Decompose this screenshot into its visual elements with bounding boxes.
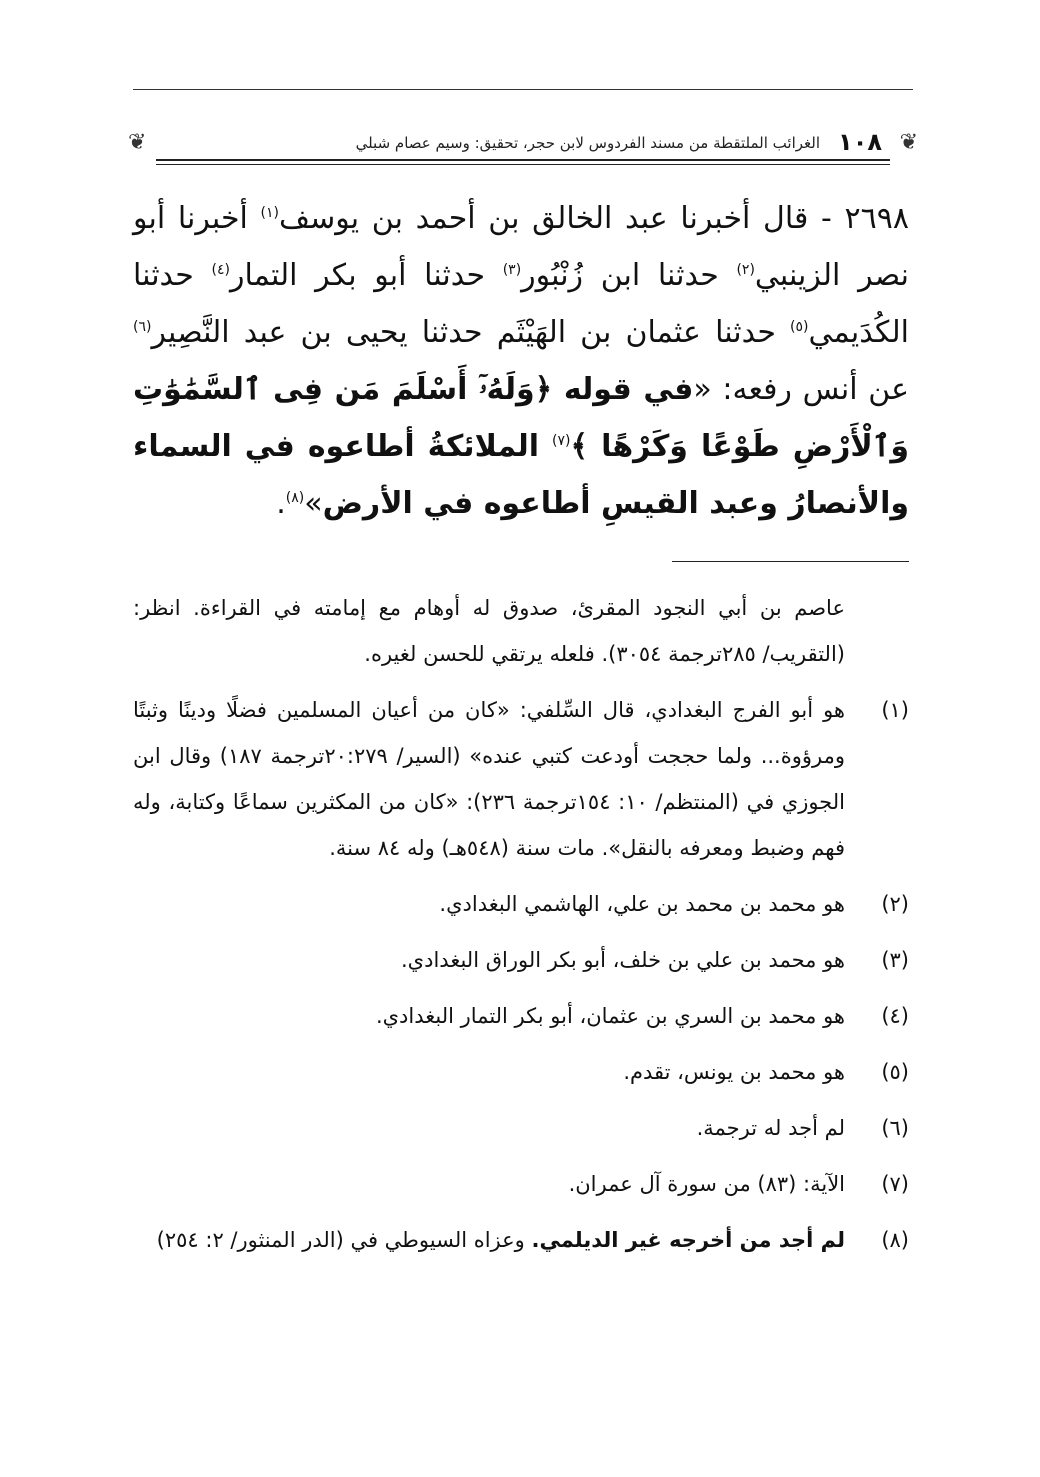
footnote-text: هو أبو الفرج البغدادي، قال السِّلفي: «كان من أعيان المسلمين فضلًا ودينًا وثبتًا ومرؤوة... ولما حججت أودعت كتبي عنده» (السير/ ٢٠:٢٧٩ترجمة ١٨٧) وقال ابن الجوزي في (المنتظم/ ١٠: ١٥٤ترجمة ٢٣٦): «كان من المكثرين سماعًا وكتابة، وله فهم وضبط ومعرفه بالنقل». مات سنة (٥٤٨هـ) وله ٨٤ سنة. bbox=[133, 698, 845, 860]
top-rule bbox=[133, 89, 913, 90]
footnote-number: (٣) bbox=[881, 948, 909, 972]
footnote-text bbox=[133, 1217, 909, 1263]
footnotes bbox=[133, 585, 909, 1273]
footnote-5 bbox=[133, 1049, 909, 1095]
footnote-ref-2[interactable]: (٢) bbox=[736, 262, 755, 278]
footnote-text: هو محمد بن محمد بن علي، الهاشمي البغدادي. bbox=[439, 892, 845, 916]
hadith-isnad-2: أخبرنا أبو نصر الزينبي bbox=[133, 201, 909, 293]
footnote-1 bbox=[133, 687, 909, 871]
footnote-number: (٧) bbox=[881, 1172, 909, 1196]
footnote-text: لم أجد له ترجمة. bbox=[696, 1116, 845, 1140]
footnote-text: عاصم بن أبي النجود المقرئ، صدوق له أوهام مع إمامته في القراءة. انظر: (التقريب/ ٢٨٥ترجمة ٣٠٥٤). فلعله يرتقي للحسن لغيره. bbox=[133, 596, 845, 666]
footnote-ref-1[interactable]: (١) bbox=[260, 205, 280, 221]
footnote-bold-text: لم أجد من أخرجه غير الديلمي. bbox=[531, 1228, 845, 1252]
hadith-matn-intro: عن أنس رفعه: « bbox=[693, 372, 909, 407]
hadith-matn-close: » bbox=[304, 486, 323, 521]
hadith-text bbox=[133, 190, 909, 532]
footnote-text: الآية: (٨٣) من سورة آل عمران. bbox=[568, 1172, 845, 1196]
footnote-number: (٤) bbox=[881, 1004, 909, 1028]
footnote-ref-7[interactable]: (٧) bbox=[552, 433, 571, 449]
footnote-ref-5[interactable]: (٥) bbox=[790, 319, 809, 335]
header-rule bbox=[156, 159, 890, 161]
header-rule-thin bbox=[156, 164, 890, 165]
footnote-2 bbox=[133, 881, 909, 927]
footnote-ref-8[interactable]: (٨) bbox=[285, 490, 305, 506]
footnote-text: هو محمد بن السري بن عثمان، أبو بكر التمار البغدادي. bbox=[375, 1004, 845, 1028]
running-header bbox=[128, 118, 918, 178]
footnote-number: (٨) bbox=[881, 1228, 909, 1252]
footnote-text: هو محمد بن علي بن خلف، أبو بكر الوراق البغدادي. bbox=[401, 948, 845, 972]
footnote-number: (٥) bbox=[881, 1060, 909, 1084]
quran-verse: في قوله ﴿وَلَهُۥٓ أَسْلَمَ مَن فِى ٱلسَّمَٰوَٰتِ وَٱلْأَرْضِ طَوْعًا وَكَرْهًا ﴾ bbox=[133, 372, 909, 464]
footnote-7 bbox=[133, 1161, 909, 1207]
hadith-isnad-4: حدثنا أبو بكر التمار bbox=[229, 258, 503, 293]
header-title: الغرائب الملتقطة من مسند الفردوس لابن حجر، تحقيق: وسيم عصام شبلي bbox=[355, 134, 820, 152]
hadith-isnad-start: ٢٦٩٨ - قال أخبرنا عبد الخالق بن أحمد بن يوسف bbox=[279, 201, 909, 236]
footnote-text: هو محمد بن يونس، تقدم. bbox=[623, 1060, 845, 1084]
footnote-4 bbox=[133, 993, 909, 1039]
footnote-ref-6[interactable]: (٦) bbox=[133, 319, 152, 335]
footnote-separator bbox=[672, 561, 909, 562]
footnote-6 bbox=[133, 1105, 909, 1151]
footnote-number: (٢) bbox=[881, 892, 909, 916]
hadith-isnad-6: حدثنا عثمان بن الهَيْثَم حدثنا يحيى بن عبد النَّصِير bbox=[151, 315, 791, 350]
header-ornament-left-icon: ❦ bbox=[128, 130, 147, 155]
hadith-isnad-5: حدثنا الكُدَيمي bbox=[133, 258, 909, 350]
footnote-plain-text: وعزاه السيوطي في (الدر المنثور/ ٢: ٢٥٤) bbox=[156, 1228, 532, 1252]
footnote-number: (١) bbox=[881, 698, 909, 722]
footnote-3 bbox=[133, 937, 909, 983]
footnote-ref-4[interactable]: (٤) bbox=[211, 262, 230, 278]
page-number: ١٠٨ bbox=[838, 128, 882, 156]
footnote-number: (٦) bbox=[881, 1116, 909, 1140]
footnote-ref-3[interactable]: (٣) bbox=[502, 262, 522, 278]
hadith-end-period: . bbox=[276, 486, 286, 521]
hadith-matn: الملائكةُ أطاعوه في السماء والأنصارُ وعبد القيسِ أطاعوه في الأرض bbox=[133, 429, 909, 521]
hadith-isnad-3: حدثنا ابن زُنْبُور bbox=[521, 258, 737, 293]
header-ornament-right-icon: ❦ bbox=[899, 130, 918, 155]
footnote-continuation bbox=[133, 585, 909, 677]
footnote-8 bbox=[133, 1217, 909, 1263]
